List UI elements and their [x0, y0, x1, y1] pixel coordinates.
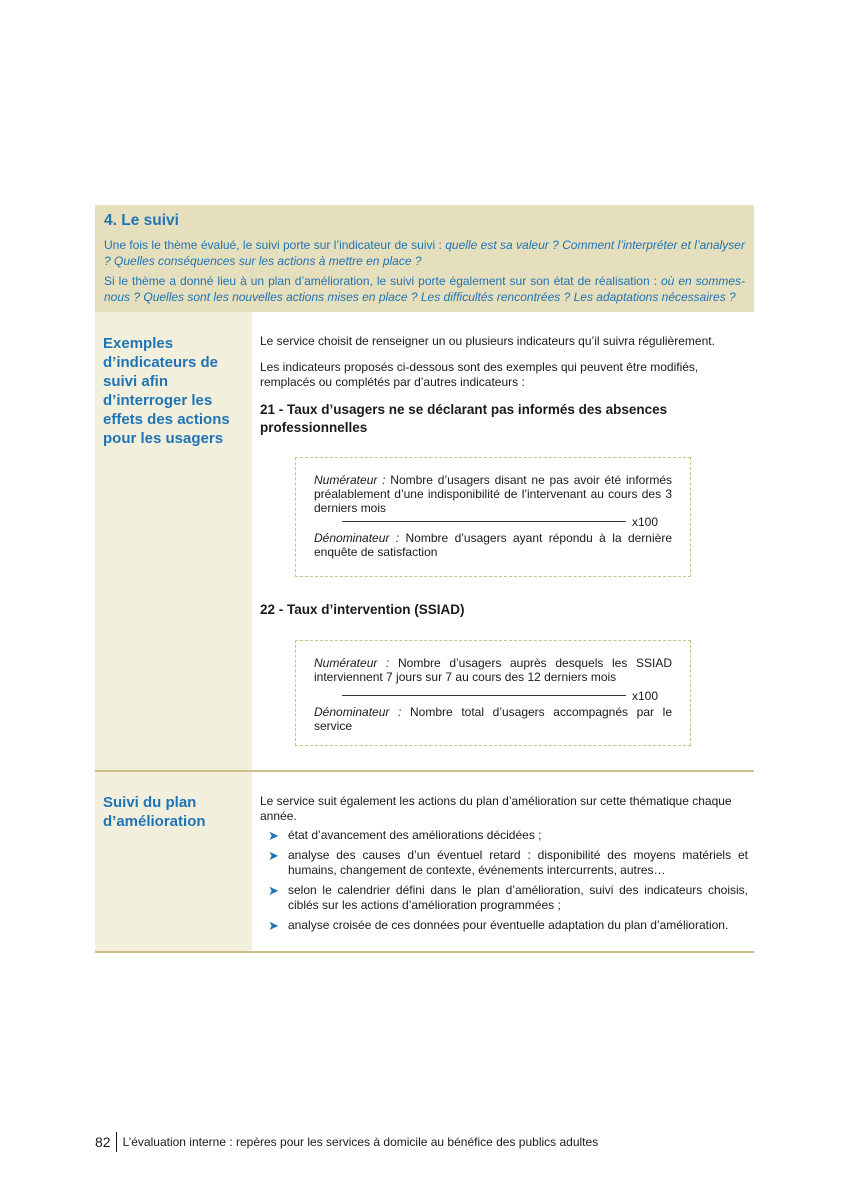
section-paragraph-1 [104, 237, 745, 269]
section-divider [95, 770, 754, 772]
bullet-text: selon le calendrier défini dans le plan d’amélioration, suivi des indicateurs choisis, ciblés sur les actions d’amélioration programmées ; [288, 883, 748, 912]
list-item [268, 848, 748, 878]
indicator-21-title: 21 - Taux d’usagers ne se déclarant pas informés des absences professionnelles [260, 402, 668, 435]
denominator-label: Dénominateur : [314, 705, 402, 719]
bullet-text: état d’avancement des améliorations décidées ; [288, 828, 542, 842]
examples-intro-2: Les indicateurs proposés ci-dessous sont des exemples qui peuvent être modifiés, remplacés ou complétés par d’autres indicateurs : [260, 360, 699, 389]
fraction-line [342, 521, 626, 522]
section-paragraph-2-italic: où en sommes-nous ? Quelles sont les nouvelles actions mises en place ? Les difficultés rencontrées ? Les adaptations nécessaires ? [104, 274, 745, 304]
plan-bullet-list [268, 828, 748, 938]
numerator-label: Numérateur : [314, 656, 390, 670]
examples-intro-1: Le service choisit de renseigner un ou plusieurs indicateurs qu’il suivra régulièrement. [260, 334, 715, 348]
indicator-21-numerator [314, 473, 672, 515]
indicator-22-title: 22 - Taux d’intervention (SSIAD) [260, 602, 465, 617]
bullet-text: analyse croisée de ces données pour éventuelle adaptation du plan d’amélioration. [288, 918, 729, 932]
indicator-22-denominator [314, 705, 672, 733]
section-paragraph-2 [104, 273, 745, 305]
footer-separator [116, 1132, 117, 1152]
list-item [268, 828, 748, 843]
section-paragraph-2-plain: Si le thème a donné lieu à un plan d’amélioration, le suivi porte également sur son état de réalisation : [104, 274, 661, 288]
arrow-right-icon: ➤ [268, 848, 279, 863]
page-number: 82 [95, 1134, 111, 1150]
arrow-right-icon: ➤ [268, 883, 279, 898]
bullet-text: analyse des causes d’un éventuel retard : disponibilité des moyens matériels et humains, changement de contexte, événements intercurrents, autres… [288, 848, 748, 877]
left-column [95, 312, 252, 952]
plan-side-title: Suivi du plan d’amélioration [103, 794, 206, 830]
numerator-label: Numérateur : [314, 473, 386, 487]
indicator-22-formula-box [295, 640, 691, 746]
list-item [268, 918, 748, 933]
examples-side-title: Exemples d’indicateurs de suivi afin d’interroger les effets des actions pour les usagers [103, 335, 230, 447]
page-footer [95, 1132, 598, 1152]
arrow-right-icon: ➤ [268, 918, 279, 933]
indicator-21-denominator [314, 531, 672, 559]
indicator-22-numerator [314, 656, 672, 684]
multiplier: x100 [632, 689, 659, 703]
numerator-text: Nombre d’usagers disant ne pas avoir été informés préalablement d’une indisponibilité de l’intervenant au cours des 3 derniers mois [314, 473, 672, 515]
denominator-label: Dénominateur : [314, 531, 400, 545]
numerator-text: Nombre d’usagers auprès desquels les SSIAD interviennent 7 jours sur 7 au cours des 12 derniers mois [314, 656, 672, 684]
fraction-line [342, 695, 626, 696]
footer-text: L’évaluation interne : repères pour les services à domicile au bénéfice des publics adultes [122, 1135, 599, 1149]
section-paragraph-1-italic: quelle est sa valeur ? Comment l’interpréter et l’analyser ? Quelles conséquences sur les actions à mettre en place ? [104, 238, 745, 268]
section-header-box [95, 205, 754, 312]
section-paragraph-1-plain: Une fois le thème évalué, le suivi porte sur l’indicateur de suivi : [104, 238, 446, 252]
denominator-text: Nombre d’usagers ayant répondu à la dernière enquête de satisfaction [314, 531, 672, 559]
list-item [268, 883, 748, 913]
multiplier: x100 [632, 515, 659, 529]
denominator-text: Nombre total d’usagers accompagnés par le service [314, 705, 672, 733]
section-divider-bottom [95, 951, 754, 953]
indicator-21-formula-box [295, 457, 691, 577]
arrow-right-icon: ➤ [268, 828, 279, 843]
section-title: 4. Le suivi [104, 212, 179, 229]
plan-intro: Le service suit également les actions du plan d’amélioration sur cette thématique chaque année. [260, 794, 732, 823]
